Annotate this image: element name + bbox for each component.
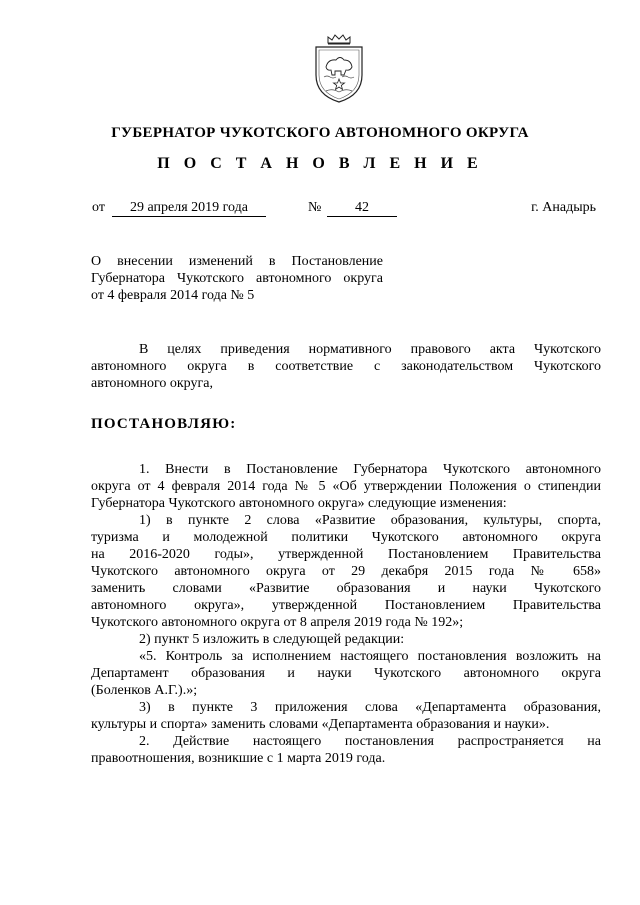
body-line: Чукотского автономного округа от 29 декабря 2015 года № 658» — [91, 564, 601, 579]
body-line: туризма и молодежной политики Чукотского автономного округа — [91, 530, 601, 545]
body-line: культуры и спорта» заменить словами «Департамента образования и науки». — [91, 717, 550, 732]
preamble-paragraph — [91, 341, 601, 392]
body-line: округа от 4 февраля 2014 года № 5 «Об утверждении Положения о стипендии — [91, 479, 601, 494]
body-line: 2) пункт 5 изложить в следующей редакции: — [139, 632, 405, 647]
body-line: 3) в пункте 3 приложения слова «Департамента образования, — [139, 700, 601, 715]
preamble-line: В целях приведения нормативного правового акта Чукотского — [139, 342, 601, 357]
subject-line: О внесении изменений в Постановление — [91, 254, 383, 269]
decree-body — [91, 461, 601, 767]
preamble-line: автономного округа, — [91, 376, 213, 391]
body-line: Губернатора Чукотского автономного округа» следующие изменения: — [91, 496, 507, 511]
issuer-title: ГУБЕРНАТОР ЧУКОТСКОГО АВТОНОМНОГО ОКРУГА — [111, 125, 529, 141]
body-line: на 2016-2020 годы», утвержденной Постановлением Правительства — [91, 547, 601, 562]
body-line: «5. Контроль за исполнением настоящего постановления возложить на — [139, 649, 601, 664]
document-city: г. Анадырь — [531, 200, 596, 215]
body-line: заменить словами «Развитие образования и науки Чукотского — [91, 581, 601, 596]
subject-line: от 4 февраля 2014 года № 5 — [91, 288, 255, 303]
body-line: (Боленков А.Г.).»; — [91, 683, 198, 698]
body-line: Департамент образования и науки Чукотского автономного округа — [91, 666, 601, 681]
coat-of-arms-emblem — [306, 33, 372, 105]
decree-heading: ПОСТАНОВЛЯЮ: — [91, 416, 237, 432]
document-type-heading: П О С Т А Н О В Л Е Н И Е — [157, 155, 483, 172]
body-line: 1) в пункте 2 слова «Развитие образования, культуры, спорта, — [139, 513, 601, 528]
document-number: 42 — [327, 200, 397, 217]
subject-line: Губернатора Чукотского автономного округа — [91, 271, 383, 286]
document-date: 29 апреля 2019 года — [112, 200, 266, 217]
body-line: 1. Внести в Постановление Губернатора Чукотского автономного — [139, 462, 601, 477]
body-line: Чукотского автономного округа от 8 апреля 2019 года № 192»; — [91, 615, 464, 630]
body-line: автономного округа», утвержденной Постановлением Правительства — [91, 598, 601, 613]
date-prefix: от — [92, 200, 105, 215]
document-subject — [91, 253, 383, 304]
body-line: правоотношения, возникшие с 1 марта 2019 года. — [91, 751, 386, 766]
body-line: 2. Действие настоящего постановления распространяется на — [139, 734, 601, 749]
preamble-line: автономного округа в соответствие с законодательством Чукотского — [91, 359, 601, 374]
number-prefix: № — [308, 200, 322, 215]
